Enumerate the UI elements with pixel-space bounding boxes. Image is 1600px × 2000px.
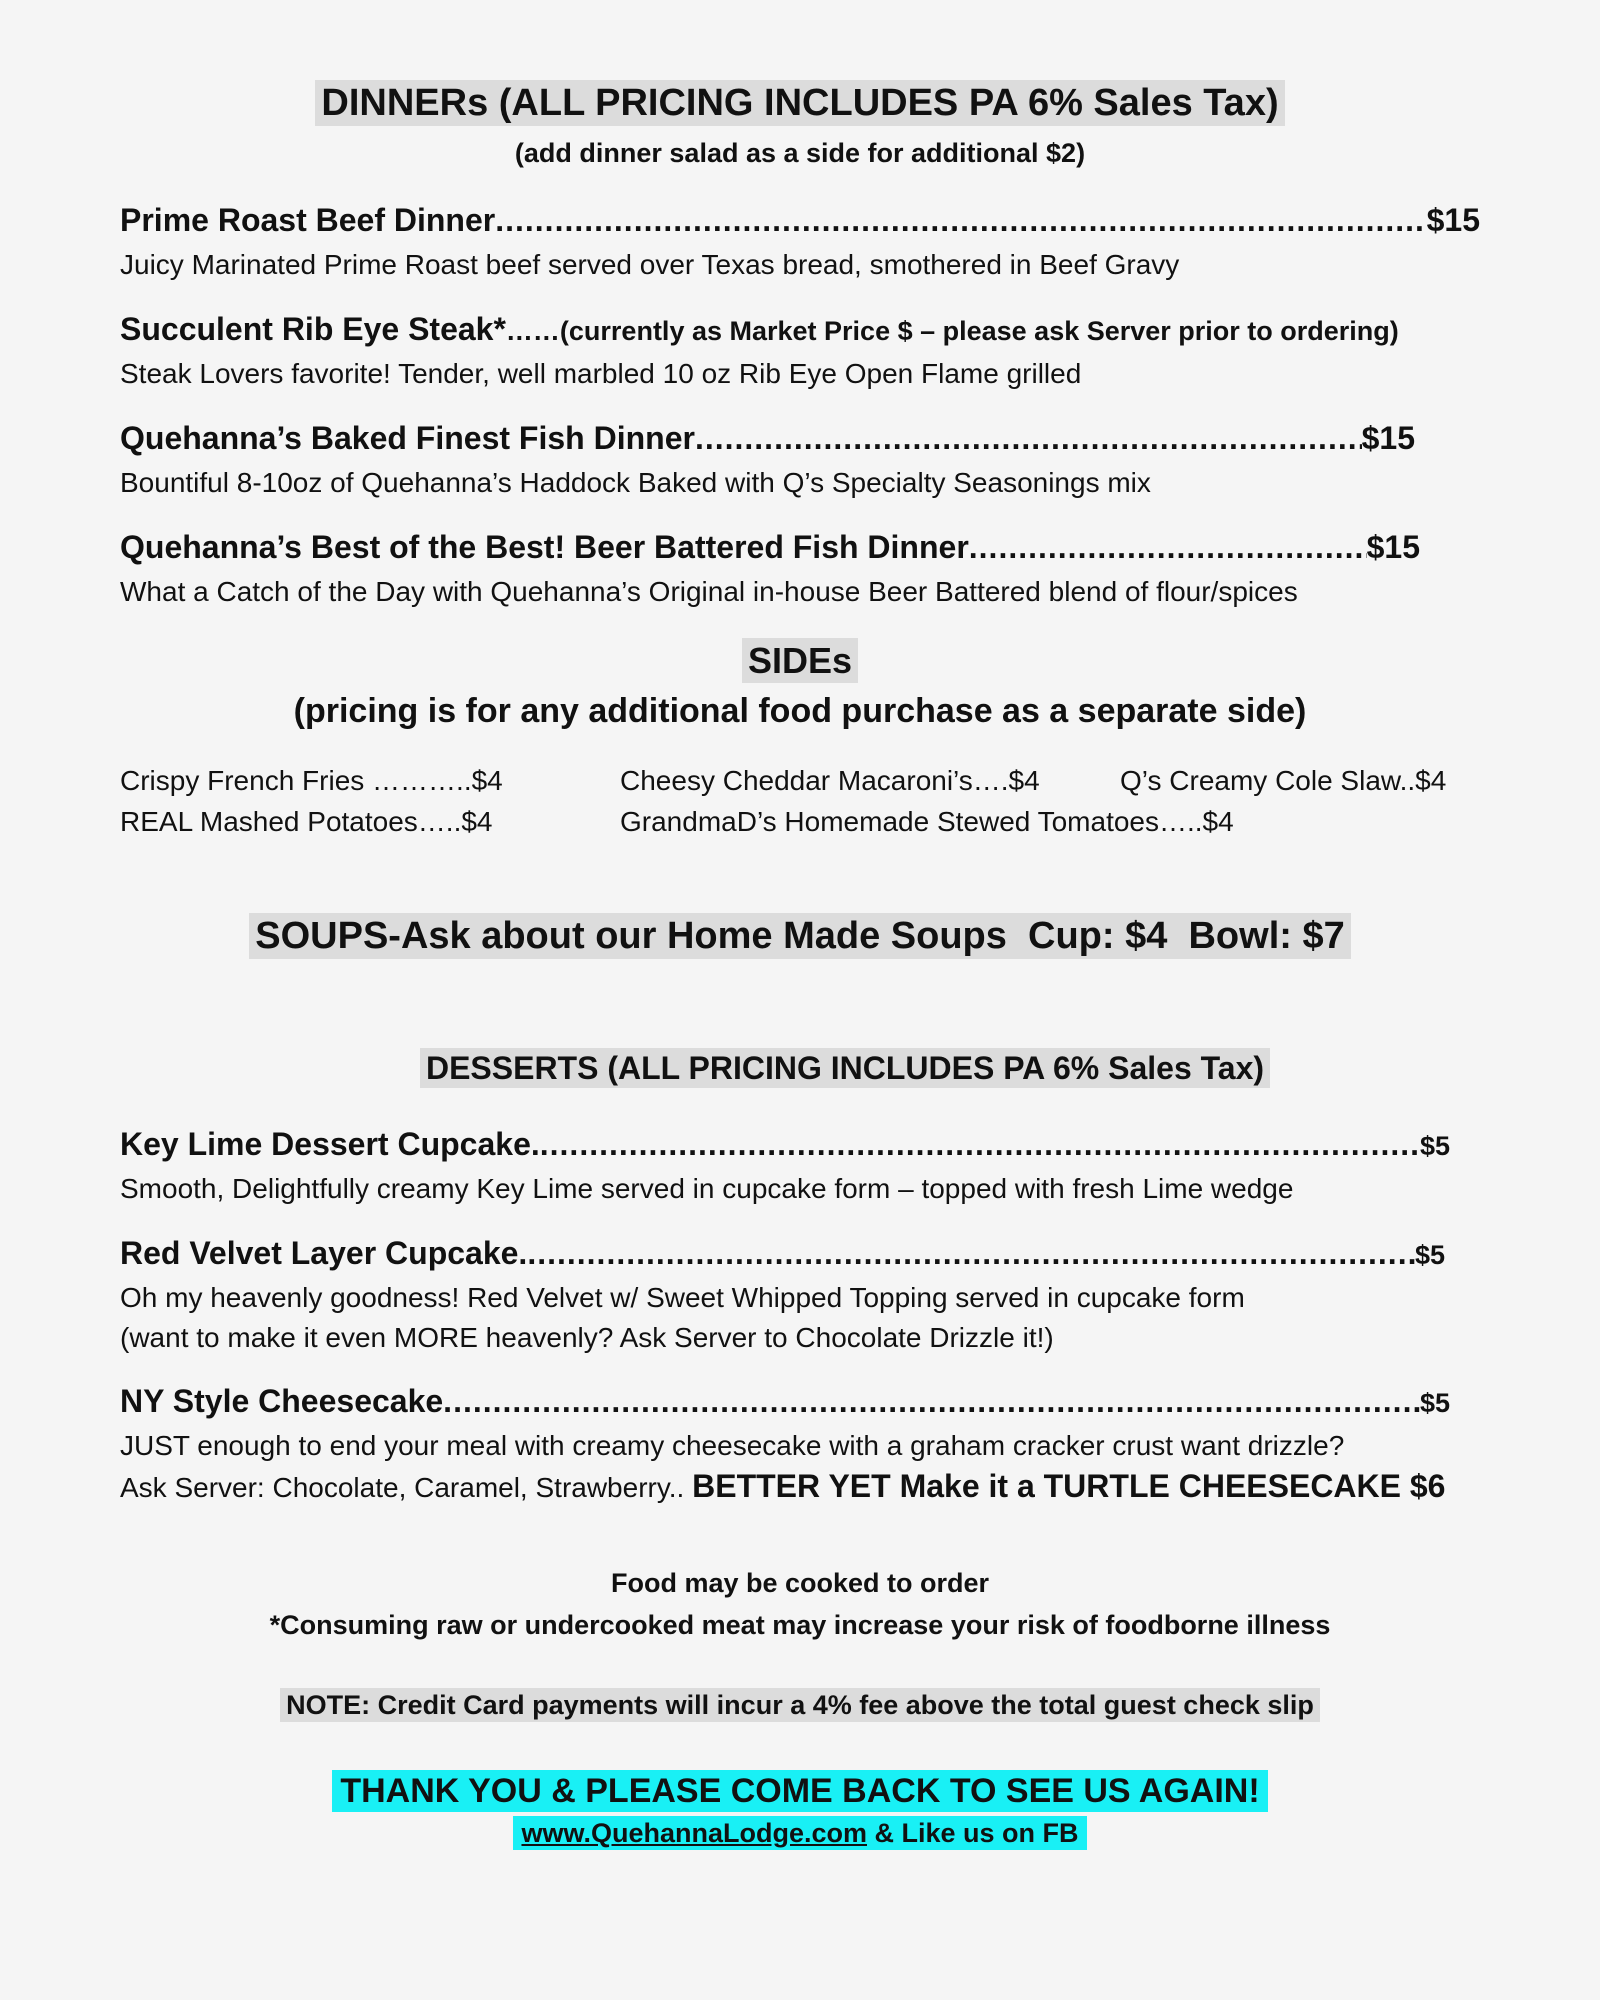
social-text: & Like us on FB: [867, 1818, 1079, 1848]
dessert-item-desc: Smooth, Delightfully creamy Key Lime served in cupcake form – topped with fresh Lime wedge: [120, 1173, 1294, 1204]
dinner-item-desc: Steak Lovers favorite! Tender, well marbled 10 oz Rib Eye Open Flame grilled: [120, 358, 1082, 389]
dinner-item-name: Prime Roast Beef Dinner: [120, 202, 496, 238]
leader-dots: [495, 202, 1426, 239]
desserts-title: DESSERTS (ALL PRICING INCLUDES PA 6% Sales Tax): [0, 1050, 1600, 1087]
leader-dots: [969, 529, 1367, 566]
side-item: Cheesy Cheddar Macaroni’s….$4: [620, 765, 1040, 796]
dinner-item-name: Quehanna’s Baked Finest Fish Dinner: [120, 420, 695, 456]
dinner-item: [120, 202, 1480, 285]
side-item: GrandmaD’s Homemade Stewed Tomatoes…..$4: [620, 806, 1234, 837]
dinners-subtitle: (add dinner salad as a side for additional $2): [514, 138, 1086, 168]
side-item: REAL Mashed Potatoes…..$4: [120, 806, 493, 837]
dessert-item-price: $5: [1414, 1240, 1445, 1270]
website-link[interactable]: www.QuehannaLodge.com: [521, 1818, 867, 1848]
dinner-item-desc: What a Catch of the Day with Quehanna’s Original in-house Beer Battered blend of flour/spices: [120, 576, 1298, 607]
dinners-title: DINNERs (ALL PRICING INCLUDES PA 6% Sales Tax): [0, 82, 1600, 125]
thank-you-banner: THANK YOU & PLEASE COME BACK TO SEE US AGAIN!: [0, 1772, 1600, 1811]
dessert-item-name: NY Style Cheesecake: [120, 1383, 444, 1419]
leader-dots: [695, 420, 1362, 457]
leader-dots: [540, 1126, 1420, 1163]
dinner-item-price: $15: [1366, 529, 1420, 565]
sides-title: SIDEs: [0, 640, 1600, 682]
dinner-item-price: $15: [1361, 420, 1415, 456]
dinner-item: [120, 529, 1420, 612]
dessert-item-desc-2: (want to make it even MORE heavenly? Ask Server to Chocolate Drizzle it!): [120, 1322, 1054, 1353]
leader-dots: [443, 1383, 1420, 1420]
dessert-item-name: Key Lime Dessert Cupcake.: [120, 1126, 540, 1162]
dessert-item: [120, 1126, 1450, 1209]
dessert-item: [120, 1383, 1450, 1508]
dessert-item-name: Red Velvet Layer Cupcake.: [120, 1235, 528, 1271]
leader-dots: [527, 1235, 1415, 1272]
cooked-to-order-note: Food may be cooked to order: [610, 1568, 990, 1598]
dinner-item-desc: Bountiful 8-10oz of Quehanna’s Haddock Baked with Q’s Specialty Seasonings mix: [120, 467, 1151, 498]
dessert-item-desc: JUST enough to end your meal with creamy cheesecake with a graham cracker crust want drizzle?: [120, 1430, 1345, 1461]
dessert-item: [120, 1235, 1445, 1358]
dinner-item-note: ……(currently as Market Price $ – please ask Server prior to ordering): [505, 316, 1399, 346]
dessert-item-price: $5: [1419, 1131, 1450, 1161]
dinner-item-name: Succulent Rib Eye Steak*: [120, 311, 506, 347]
dessert-item-desc-2: Ask Server: Chocolate, Caramel, Strawberry.. BETTER YET Make it a TURTLE CHEESECAKE $6: [120, 1468, 1446, 1504]
dinner-item: [120, 311, 1520, 394]
turtle-cheesecake-upsell: BETTER YET Make it a TURTLE CHEESECAKE $6: [692, 1468, 1446, 1504]
website-line: [0, 1818, 1600, 1849]
side-item: Q’s Creamy Cole Slaw..$4: [1120, 765, 1447, 796]
dessert-item-price: $5: [1419, 1388, 1450, 1418]
dinner-item-price: $15: [1426, 202, 1480, 238]
dinner-item: [120, 420, 1415, 503]
sides-subtitle: (pricing is for any additional food purchase as a separate side): [293, 692, 1307, 730]
dessert-item-desc: Oh my heavenly goodness! Red Velvet w/ Sweet Whipped Topping served in cupcake form: [120, 1282, 1245, 1313]
dinner-item-desc: Juicy Marinated Prime Roast beef served over Texas bread, smothered in Beef Gravy: [120, 249, 1180, 280]
credit-card-note: NOTE: Credit Card payments will incur a 4% fee above the total guest check slip: [0, 1690, 1600, 1721]
soups-banner: SOUPS-Ask about our Home Made Soups Cup: $4 Bowl: $7: [0, 915, 1600, 958]
side-item: Crispy French Fries ………..$4: [120, 765, 503, 796]
consumer-advisory: *Consuming raw or undercooked meat may increase your risk of foodborne illness: [269, 1610, 1331, 1640]
dinner-item-name: Quehanna’s Best of the Best! Beer Battered Fish Dinner: [120, 529, 969, 565]
